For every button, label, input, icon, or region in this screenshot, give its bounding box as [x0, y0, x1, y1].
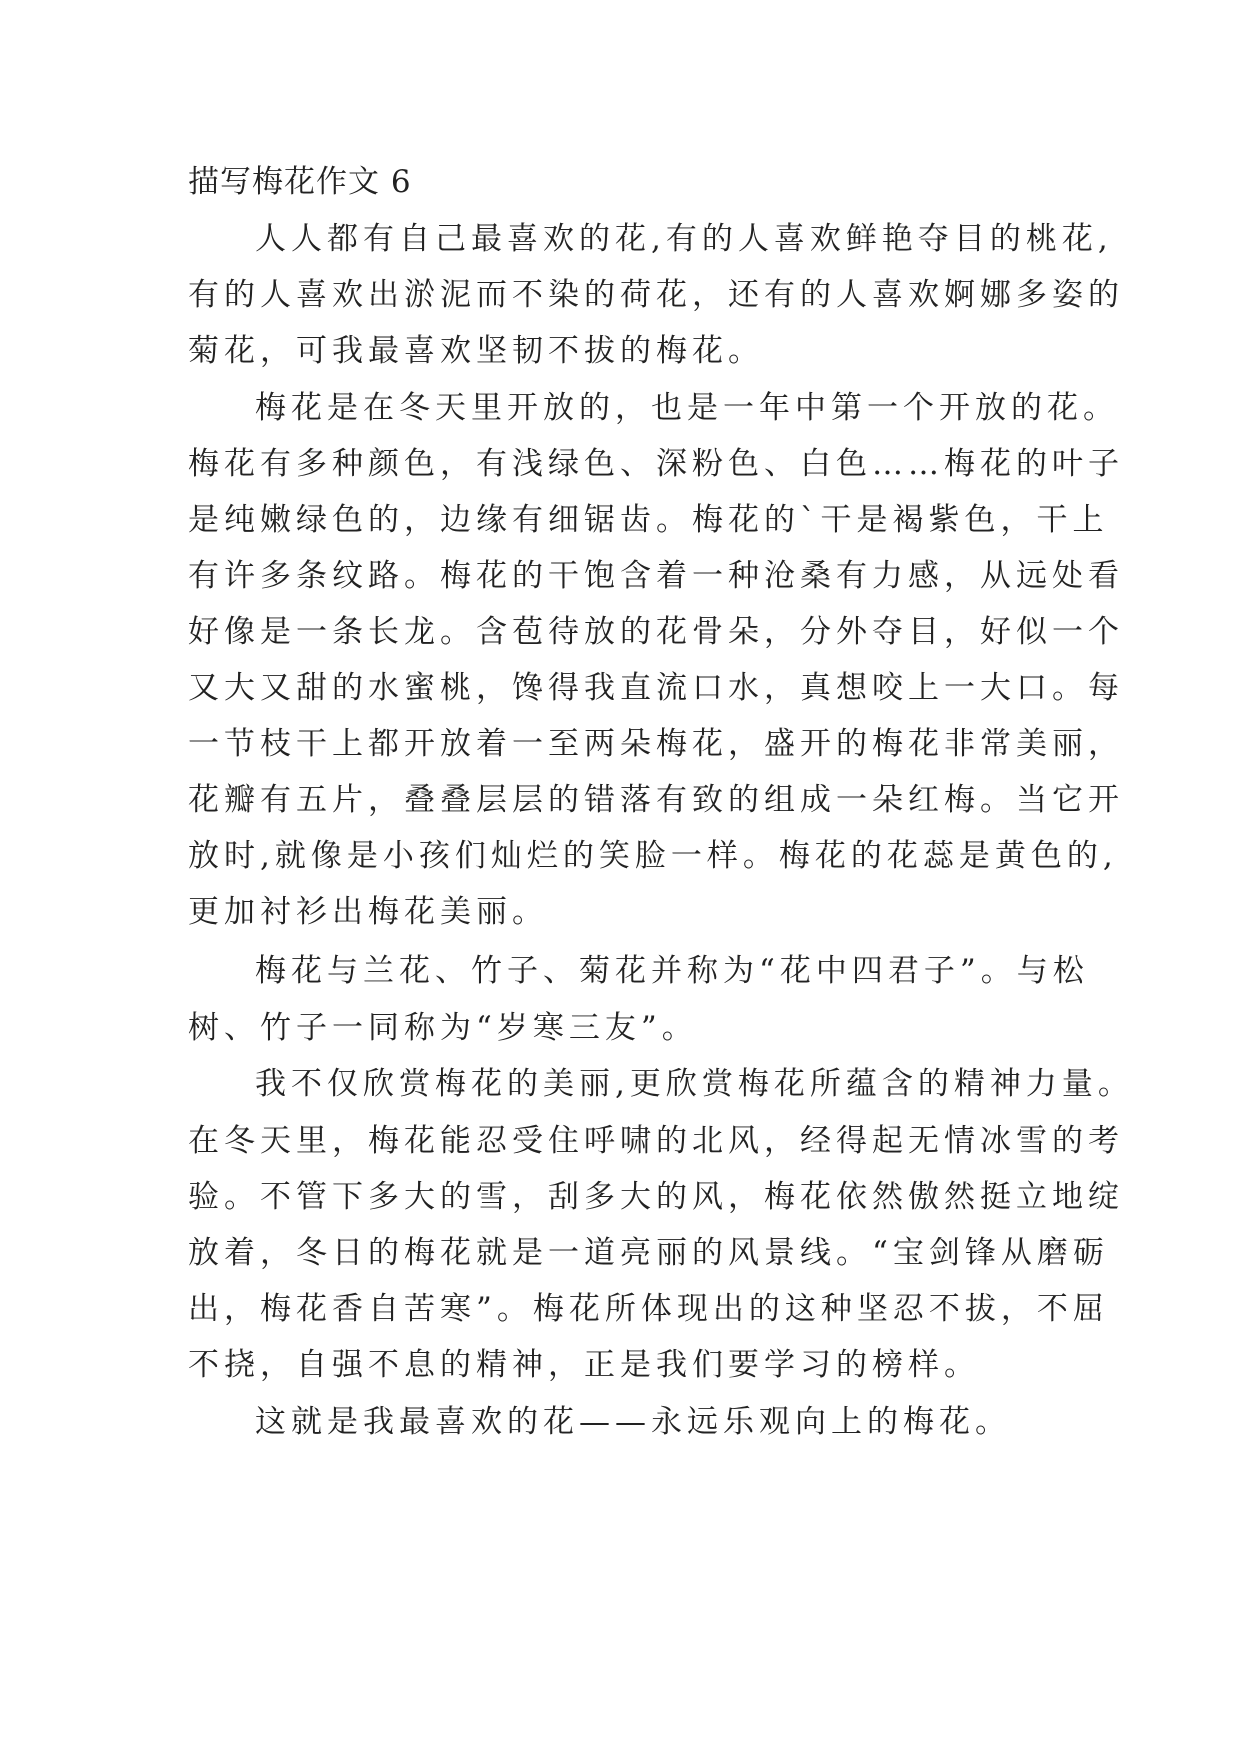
paragraph-1-line-2: 有的人喜欢出淤泥而不染的荷花，还有的人喜欢婀娜多姿的: [188, 277, 1124, 313]
paragraph-2-line-10: 更加衬衫出梅花美丽。: [188, 894, 548, 930]
paragraph-4-line-3: 验。不管下多大的雪，刮多大的风，梅花依然傲然挺立地绽: [188, 1179, 1124, 1215]
paragraph-2-line-6: 又大又甜的水蜜桃，馋得我直流口水，真想咬上一大口。每: [188, 670, 1124, 706]
paragraph-2-line-2: 梅花有多种颜色，有浅绿色、深粉色、白色……梅花的叶子: [188, 446, 1124, 482]
paragraph-2-line-5: 好像是一条长龙。含苞待放的花骨朵，分外夺目，好似一个: [188, 614, 1124, 650]
paragraph-3-line-1: 梅花与兰花、竹子、菊花并称为“花中四君子”。与松: [255, 953, 1089, 989]
paragraph-2-line-7: 一节枝干上都开放着一至两朵梅花，盛开的梅花非常美丽，: [188, 726, 1124, 762]
paragraph-2-line-8: 花瓣有五片，叠叠层层的错落有致的组成一朵红梅。当它开: [188, 782, 1124, 818]
paragraph-2-line-1: 梅花是在冬天里开放的，也是一年中第一个开放的花。: [255, 390, 1119, 426]
paragraph-4-line-5: 出，梅花香自苦寒”。梅花所体现出的这种坚忍不拔，不屈: [188, 1291, 1109, 1327]
paragraph-2-line-9: 放时,就像是小孩们灿烂的笑脸一样。梅花的花蕊是黄色的,: [188, 838, 1118, 874]
paragraph-4-line-6: 不挠，自强不息的精神，正是我们要学习的榜样。: [188, 1347, 980, 1383]
document-title: 描写梅花作文 6: [188, 164, 412, 200]
paragraph-4-line-1: 我不仅欣赏梅花的美丽,更欣赏梅花所蕴含的精神力量。: [255, 1066, 1134, 1102]
paragraph-1-line-3: 菊花，可我最喜欢坚韧不拔的梅花。: [188, 333, 764, 369]
paragraph-2-line-4: 有许多条纹路。梅花的干饱含着一种沧桑有力感，从远处看: [188, 558, 1124, 594]
paragraph-4-line-2: 在冬天里，梅花能忍受住呼啸的北风，经得起无情冰雪的考: [188, 1123, 1124, 1159]
paragraph-3-line-2: 树、竹子一同称为“岁寒三友”。: [188, 1010, 698, 1046]
paragraph-5-line-1: 这就是我最喜欢的花——永远乐观向上的梅花。: [255, 1404, 1011, 1440]
paragraph-1-line-1: 人人都有自己最喜欢的花,有的人喜欢鲜艳夺目的桃花,: [255, 221, 1113, 257]
paragraph-4-line-4: 放着，冬日的梅花就是一道亮丽的风景线。“宝剑锋从磨砺: [188, 1235, 1109, 1271]
paragraph-2-line-3: 是纯嫩绿色的，边缘有细锯齿。梅花的`干是褐紫色，干上: [188, 502, 1109, 538]
